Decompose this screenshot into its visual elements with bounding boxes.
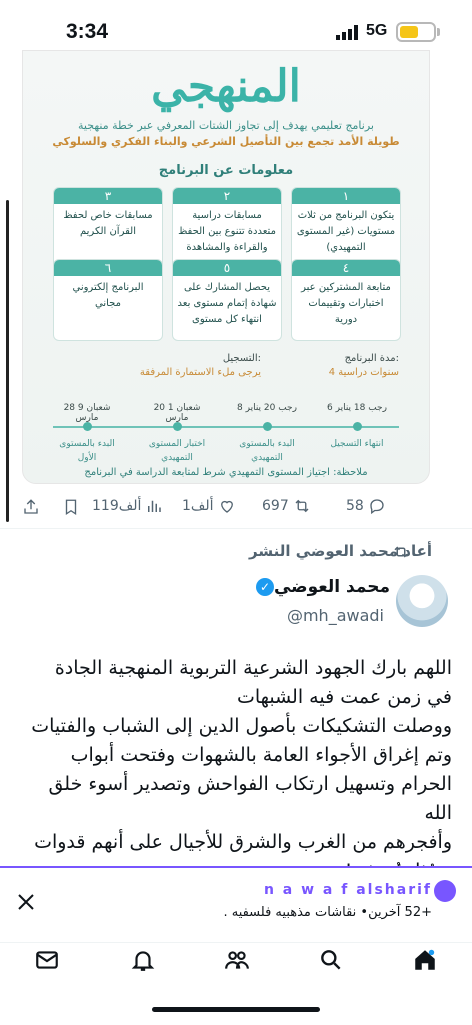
views-button[interactable] [92,497,163,515]
poster-box-1: ١ يتكون البرنامج من ثلاث مستويات (غير المستوى التمهيدي) [291,187,401,269]
retweet-button[interactable] [262,497,311,515]
poster-timeline-dot [83,422,92,431]
communities-icon[interactable] [224,947,250,973]
poster-registration-label: التسجيل: [222,353,261,364]
poster-registration-value: يرجى ملء الاستمارة المرفقة [139,367,261,378]
verified-badge-icon: ✓ [256,578,274,596]
poster-section-heading: معلومات عن البرنامج [158,163,294,178]
retweet-count: 697 [262,498,289,514]
home-icon[interactable] [412,947,438,973]
author-handle[interactable]: @mh_awadi [286,606,384,625]
bookmark-icon[interactable] [62,498,80,516]
poster-title: المنهجي [151,61,301,112]
poster-timeline-date: 20 شعبان 1 مارس [153,403,201,423]
share-icon[interactable] [22,498,40,516]
poster-timeline-date: 6 رجب 18 يناير [327,403,387,413]
reply-count: 58 [346,498,364,514]
poster-timeline-date: 28 شعبان 9 مارس [63,403,111,423]
heart-icon [218,497,236,515]
poster-box-2: ٢ مسابقات دراسية متعددة تتنوع بين الحفظ والقراءة والمشاهدة [172,187,282,269]
scroll-indicator[interactable] [6,200,9,522]
poster-timeline-dot [353,422,362,431]
poster-timeline-stage: البدء بالمستوى التمهيدي [239,439,295,463]
search-icon[interactable] [318,947,344,973]
space-title: n a w a f alsharif [263,882,432,898]
divider [0,528,472,529]
reply-icon [368,497,386,515]
tweet-media-image[interactable] [22,50,430,484]
poster-box-4: ٤ متابعة المشتركين عبر اختبارات وتقييمات دورية [291,259,401,341]
poster-note: ملاحظة: اجتياز المستوى التمهيدي شرط لمتابعة الدراسة في البرنامج [84,467,368,478]
tweet-line: الحرام وتسهيل ارتكاب الفواحش وتصدير أسوء خلق الله [48,773,452,824]
poster-timeline-line [53,426,399,428]
poster-timeline-date: 8 رجب 20 يناير [237,403,297,413]
tweet-line: وأفجرهم من الغرب والشرق للأجيال على أنهم قدوات [34,831,452,853]
poster-timeline-dot [173,422,182,431]
space-host-avatar [434,880,456,902]
tweet-line: وتم إغراق الأجواء العامة بالشهوات وفتحت أبواب [70,744,452,766]
poster-duration-value: 4 سنوات دراسية [328,367,399,378]
space-subtitle: +52 آخرين• نقاشات مذهبيه فلسفيه . [223,905,432,920]
battery-icon [396,22,436,42]
like-button[interactable] [182,497,236,515]
reply-button[interactable] [346,497,386,515]
author-name[interactable]: محمد العوضي [273,577,390,597]
poster-timeline-stage: البدء بالمستوى الأول [59,439,115,463]
retweet-icon [293,497,311,515]
home-indicator[interactable] [152,1007,320,1012]
poster-timeline-dot [263,422,272,431]
poster-box-6: ٦ البرنامج إلكتروني مجاني [53,259,163,341]
poster-box-5: ٥ يحصل المشارك على شهادة إتمام مستوى بعد انتهاء كل مستوى [172,259,282,341]
poster-box-3: ٣ مسابقات خاص لحفظ القرآن الكريم [53,187,163,269]
signal-icon [336,25,360,40]
notifications-bell-icon[interactable] [130,947,156,973]
tweet-line: اللهم بارك الجهود الشرعية التربوية المنهجية الجادة [54,657,452,679]
tweet-line: ووصلت التشكيكات بأصول الدين إلى الشباب والفتيات [31,715,452,737]
poster-intro-line2: طويلة الأمد تجمع بين التأصيل الشرعي والبناء الفكري والسلوكي [52,135,400,148]
like-count: 1ألف [182,498,214,514]
views-count: 119ألف [92,498,142,514]
network-type: 5G [366,22,388,39]
poster-intro-line1: برنامج تعليمي يهدف إلى تجاوز الشتات المعرفي عبر خطة منهجية [78,119,374,132]
retweeted-by-label[interactable]: أعاد محمد العوضي النشر [248,542,432,560]
tweet-text [20,654,452,886]
poster-timeline-stage: انتهاء التسجيل [330,439,384,449]
status-time: 3:34 [66,20,109,43]
retweet-small-icon [392,544,410,560]
poster-duration-label: مدة البرنامج: [344,353,399,364]
avatar[interactable] [396,575,448,627]
views-bar-chart-icon [145,497,163,515]
battery-tip [437,28,440,36]
poster-timeline-stage: اختبار المستوى التمهيدي [148,439,206,463]
messages-envelope-icon[interactable] [34,947,60,973]
tweet-line: في زمن عمت فيه الشبهات [236,686,452,708]
